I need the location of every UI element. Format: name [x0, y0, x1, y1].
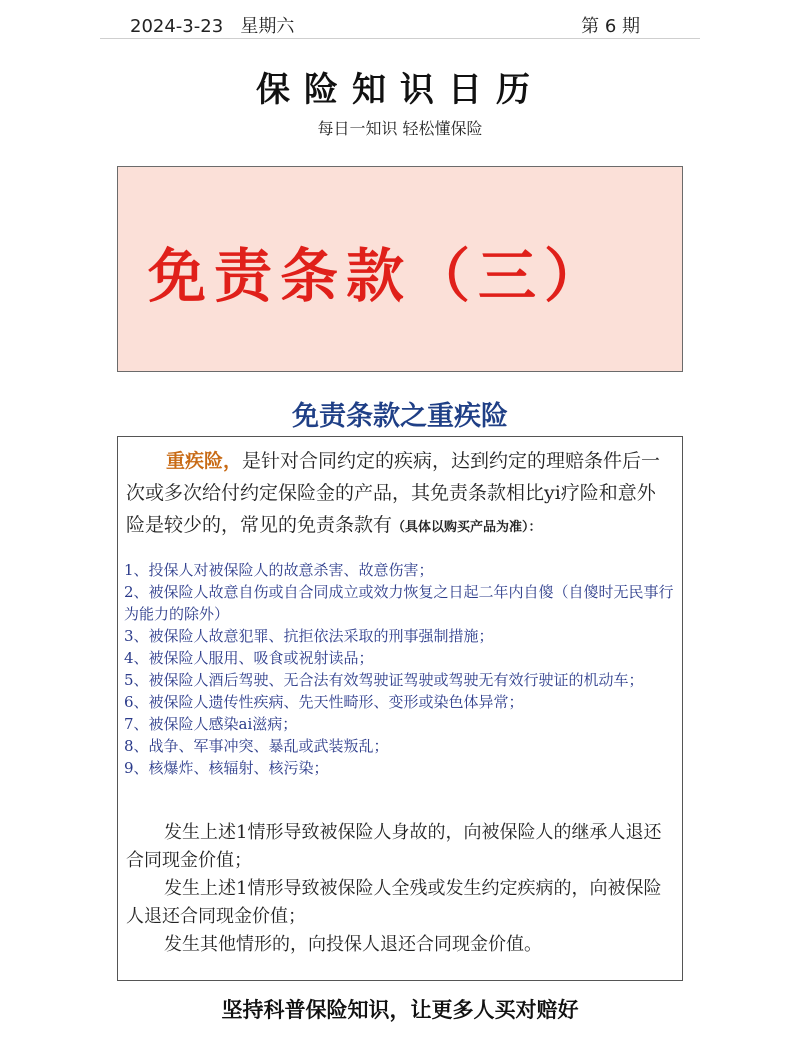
section-title: 免责条款之重疾险 [292, 401, 508, 432]
footer-slogan: 坚持科普保险知识，让更多人买对赔好 [221, 998, 579, 1022]
exclusion-list [124, 559, 676, 779]
outcome-paragraph: 发生其他情形的，向投保人退还合同现金价值。 [164, 934, 542, 955]
list-item: 5、被保险人酒后驾驶、无合法有效驾驶证驾驶或驾驶无有效行驶证的机动车； [124, 671, 644, 689]
intro-paragraph [126, 445, 674, 544]
intro-note: （具体以购买产品为准）： [392, 520, 542, 535]
list-item: 9、核爆炸、核辐射、核污染； [124, 759, 329, 777]
topic-banner [117, 166, 683, 372]
header-date [130, 12, 294, 38]
list-item: 4、被保险人服用、吸食或祝射读品； [124, 649, 374, 667]
page-title: 保险知识日历 [256, 70, 544, 110]
list-item: 2、被保险人故意自伤或自合同成立或效力恢复之日起二年内自傻（自傻时无民事行为能力的除外） [124, 583, 674, 623]
list-item: 3、被保险人故意犯罪、抗拒依法采取的刑事强制措施； [124, 627, 494, 645]
intro-lead: 重疾险， [166, 450, 243, 472]
date-text: 2024-3-23 [130, 16, 224, 37]
list-item: 1、投保人对被保险人的故意杀害、故意伤害； [124, 561, 434, 579]
outcome-section [126, 819, 676, 959]
list-item: 6、被保险人遗传性疾病、先天性畸形、变形或染色体异常； [124, 693, 524, 711]
outcome-paragraph: 发生上述1情形导致被保险人身故的，向被保险人的继承人退还合同现金价值； [126, 822, 662, 871]
list-item: 7、被保险人感染ai滋病； [124, 715, 298, 733]
issue-number: 第 6 期 [581, 16, 640, 37]
page-subtitle: 每日一知识 轻松懂保险 [317, 119, 483, 138]
list-item: 8、战争、军事冲突、暴乱或武装叛乱； [124, 737, 389, 755]
intro-body: 是针对合同约定的疾病，达到约定的理赔条件后一次或多次给付约定保险金的产品，其免责条款相比yi疗险和意外险是较少的，常见的免责条款有 [126, 450, 661, 536]
content-box [117, 436, 683, 981]
weekday-text: 星期六 [240, 16, 295, 37]
outcome-paragraph: 发生上述1情形导致被保险人全残或发生约定疾病的，向被保险人退还合同现金价值； [126, 878, 662, 927]
header-bar [100, 8, 700, 38]
banner-title: 免责条款（三） [148, 242, 611, 310]
header-divider [100, 38, 700, 39]
